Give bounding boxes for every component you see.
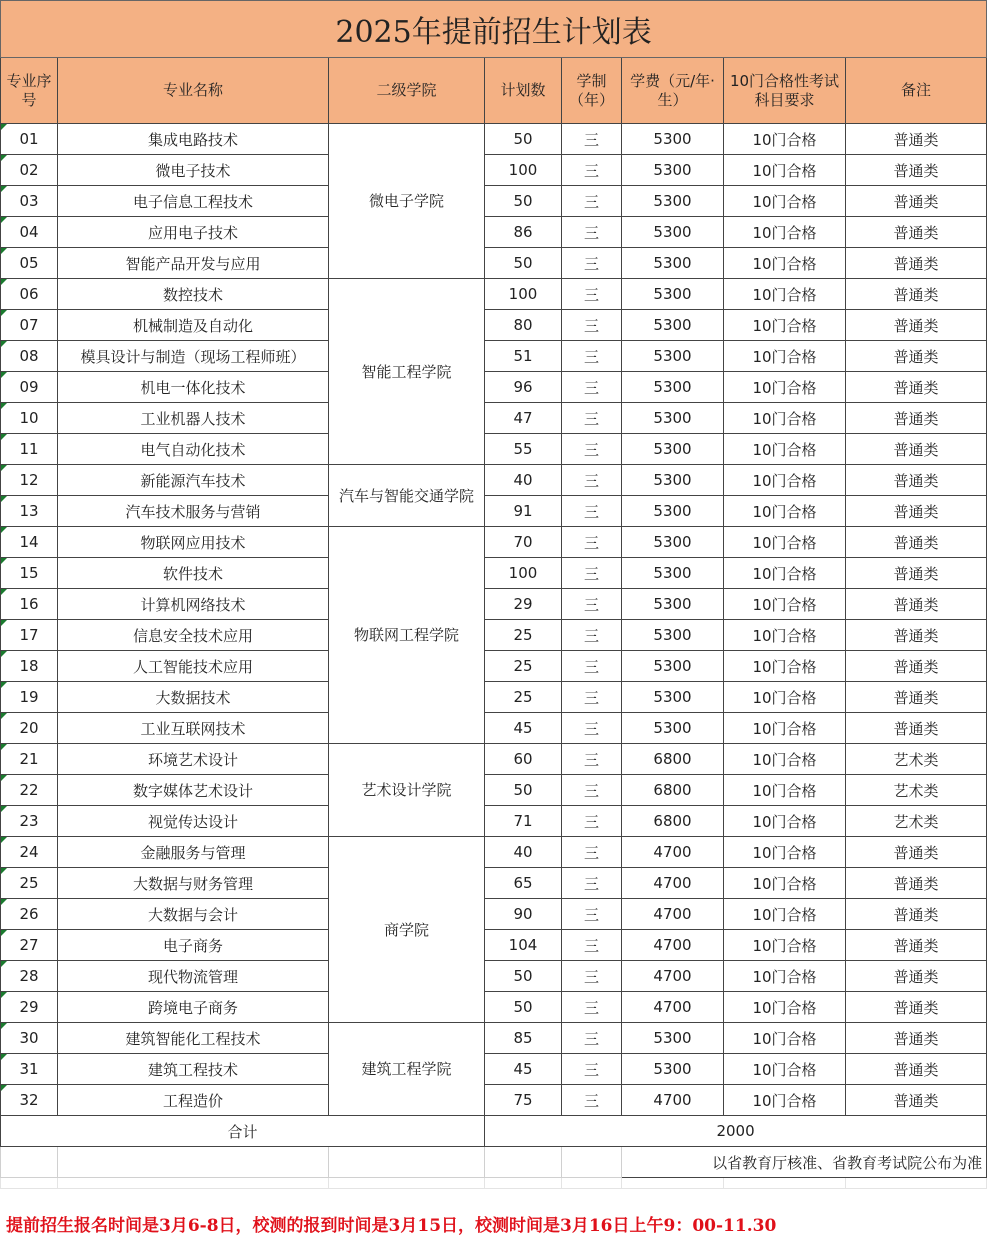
cell-requirement[interactable]: 10门合格 — [724, 1054, 846, 1085]
header-tuition[interactable]: 学费（元/年·生） — [622, 58, 724, 124]
cell-college[interactable]: 智能工程学院 — [329, 279, 485, 465]
cell-quota[interactable]: 55 — [485, 434, 562, 465]
cell-seq[interactable]: 23 — [1, 806, 58, 837]
empty-cell[interactable] — [1, 1147, 58, 1178]
header-requirement[interactable]: 10门合格性考试科目要求 — [724, 58, 846, 124]
cell-major-name[interactable]: 建筑工程技术 — [58, 1054, 329, 1085]
table-row — [1, 713, 987, 744]
cell-seq[interactable]: 15 — [1, 558, 58, 589]
cell-remark[interactable]: 艺术类 — [846, 775, 987, 806]
header-quota[interactable]: 计划数 — [485, 58, 562, 124]
cell-requirement[interactable]: 10门合格 — [724, 248, 846, 279]
cell-seq[interactable]: 18 — [1, 651, 58, 682]
note-row — [1, 1147, 987, 1178]
cell-tuition[interactable]: 5300 — [622, 1023, 724, 1054]
header-duration[interactable]: 学制（年） — [562, 58, 622, 124]
cell-college[interactable]: 物联网工程学院 — [329, 527, 485, 744]
table-row — [1, 310, 987, 341]
table-row — [1, 961, 987, 992]
cell-duration[interactable]: 三 — [562, 1085, 622, 1116]
cell-quota[interactable]: 60 — [485, 744, 562, 775]
title-row — [1, 1, 987, 58]
cell-remark[interactable]: 普通类 — [846, 279, 987, 310]
cell-major-name[interactable]: 建筑智能化工程技术 — [58, 1023, 329, 1054]
cell-remark[interactable]: 普通类 — [846, 465, 987, 496]
empty-cell[interactable] — [329, 1147, 485, 1178]
empty-cell[interactable] — [485, 1147, 562, 1178]
cell-major-name[interactable]: 工程造价 — [58, 1085, 329, 1116]
cell-requirement[interactable]: 10门合格 — [724, 310, 846, 341]
cell-tuition[interactable]: 5300 — [622, 155, 724, 186]
table-row — [1, 186, 987, 217]
cell-duration[interactable]: 三 — [562, 651, 622, 682]
cell-tuition[interactable]: 5300 — [622, 248, 724, 279]
cell-duration[interactable]: 三 — [562, 527, 622, 558]
cell-seq[interactable]: 01 — [1, 124, 58, 155]
cell-tuition[interactable]: 5300 — [622, 1054, 724, 1085]
cell-duration[interactable]: 三 — [562, 930, 622, 961]
cell-remark[interactable]: 普通类 — [846, 682, 987, 713]
cell-tuition[interactable]: 5300 — [622, 620, 724, 651]
cell-duration[interactable]: 三 — [562, 465, 622, 496]
cell-quota[interactable]: 25 — [485, 682, 562, 713]
cell-duration[interactable]: 三 — [562, 589, 622, 620]
cell-seq[interactable]: 03 — [1, 186, 58, 217]
table-row — [1, 496, 987, 527]
cell-seq[interactable]: 06 — [1, 279, 58, 310]
cell-major-name[interactable]: 应用电子技术 — [58, 217, 329, 248]
cell-college[interactable]: 商学院 — [329, 837, 485, 1023]
cell-remark[interactable]: 普通类 — [846, 248, 987, 279]
cell-tuition[interactable]: 4700 — [622, 899, 724, 930]
cell-major-name[interactable]: 大数据技术 — [58, 682, 329, 713]
cell-duration[interactable]: 三 — [562, 899, 622, 930]
total-value[interactable]: 2000 — [485, 1116, 987, 1147]
cell-quota[interactable]: 71 — [485, 806, 562, 837]
cell-seq[interactable]: 10 — [1, 403, 58, 434]
cell-requirement[interactable]: 10门合格 — [724, 806, 846, 837]
cell-requirement[interactable]: 10门合格 — [724, 682, 846, 713]
cell-quota[interactable]: 45 — [485, 1054, 562, 1085]
cell-remark[interactable]: 普通类 — [846, 155, 987, 186]
cell-quota[interactable]: 86 — [485, 217, 562, 248]
cell-duration[interactable]: 三 — [562, 620, 622, 651]
cell-quota[interactable]: 40 — [485, 465, 562, 496]
cell-quota[interactable]: 25 — [485, 620, 562, 651]
empty-cell[interactable] — [724, 1178, 846, 1189]
cell-requirement[interactable]: 10门合格 — [724, 124, 846, 155]
table-row — [1, 1054, 987, 1085]
cell-requirement[interactable]: 10门合格 — [724, 372, 846, 403]
cell-tuition[interactable]: 5300 — [622, 527, 724, 558]
cell-remark[interactable]: 普通类 — [846, 186, 987, 217]
cell-major-name[interactable]: 智能产品开发与应用 — [58, 248, 329, 279]
cell-requirement[interactable]: 10门合格 — [724, 930, 846, 961]
cell-major-name[interactable]: 工业互联网技术 — [58, 713, 329, 744]
cell-quota[interactable]: 50 — [485, 124, 562, 155]
cell-quota[interactable]: 100 — [485, 155, 562, 186]
empty-cell[interactable] — [846, 1178, 987, 1189]
cell-major-name[interactable]: 电子信息工程技术 — [58, 186, 329, 217]
cell-requirement[interactable]: 10门合格 — [724, 620, 846, 651]
cell-duration[interactable]: 三 — [562, 1054, 622, 1085]
cell-duration[interactable]: 三 — [562, 372, 622, 403]
cell-major-name[interactable]: 新能源汽车技术 — [58, 465, 329, 496]
cell-major-name[interactable]: 现代物流管理 — [58, 961, 329, 992]
cell-requirement[interactable]: 10门合格 — [724, 992, 846, 1023]
cell-remark[interactable]: 普通类 — [846, 837, 987, 868]
cell-remark[interactable]: 普通类 — [846, 1023, 987, 1054]
table-row — [1, 651, 987, 682]
cell-tuition[interactable]: 6800 — [622, 775, 724, 806]
cell-tuition[interactable]: 5300 — [622, 341, 724, 372]
cell-requirement[interactable]: 10门合格 — [724, 527, 846, 558]
cell-major-name[interactable]: 模具设计与制造（现场工程师班） — [58, 341, 329, 372]
cell-quota[interactable]: 50 — [485, 775, 562, 806]
cell-tuition[interactable]: 5300 — [622, 279, 724, 310]
total-label[interactable]: 合计 — [1, 1116, 485, 1147]
cell-remark[interactable]: 艺术类 — [846, 806, 987, 837]
cell-major-name[interactable]: 数控技术 — [58, 279, 329, 310]
cell-quota[interactable]: 47 — [485, 403, 562, 434]
cell-remark[interactable]: 普通类 — [846, 527, 987, 558]
cell-quota[interactable]: 100 — [485, 279, 562, 310]
cell-tuition[interactable]: 5300 — [622, 682, 724, 713]
header-remark[interactable]: 备注 — [846, 58, 987, 124]
cell-duration[interactable]: 三 — [562, 496, 622, 527]
cell-quota[interactable]: 50 — [485, 961, 562, 992]
cell-seq[interactable]: 32 — [1, 1085, 58, 1116]
cell-requirement[interactable]: 10门合格 — [724, 465, 846, 496]
cell-tuition[interactable]: 5300 — [622, 496, 724, 527]
cell-quota[interactable]: 96 — [485, 372, 562, 403]
cell-duration[interactable]: 三 — [562, 713, 622, 744]
cell-major-name[interactable]: 物联网应用技术 — [58, 527, 329, 558]
cell-major-name[interactable]: 工业机器人技术 — [58, 403, 329, 434]
cell-major-name[interactable]: 视觉传达设计 — [58, 806, 329, 837]
cell-remark[interactable]: 普通类 — [846, 1054, 987, 1085]
table-row — [1, 124, 987, 155]
cell-seq[interactable]: 24 — [1, 837, 58, 868]
cell-tuition[interactable]: 5300 — [622, 403, 724, 434]
cell-quota[interactable]: 80 — [485, 310, 562, 341]
cell-seq[interactable]: 31 — [1, 1054, 58, 1085]
cell-tuition[interactable]: 4700 — [622, 961, 724, 992]
header-seq[interactable]: 专业序号 — [1, 58, 58, 124]
cell-remark[interactable]: 普通类 — [846, 124, 987, 155]
cell-remark[interactable]: 普通类 — [846, 341, 987, 372]
cell-requirement[interactable]: 10门合格 — [724, 279, 846, 310]
footer-notice: 提前招生报名时间是3月6-8日，校测的报到时间是3月15日，校测时间是3月16日上午9：00-11.30 — [6, 1216, 777, 1236]
table-row — [1, 248, 987, 279]
cell-seq[interactable]: 12 — [1, 465, 58, 496]
cell-quota[interactable]: 70 — [485, 527, 562, 558]
cell-seq[interactable]: 11 — [1, 434, 58, 465]
cell-college[interactable]: 建筑工程学院 — [329, 1023, 485, 1116]
empty-cell[interactable] — [562, 1147, 622, 1178]
empty-cell[interactable] — [562, 1178, 622, 1189]
table-row — [1, 558, 987, 589]
cell-requirement[interactable]: 10门合格 — [724, 217, 846, 248]
cell-seq[interactable]: 04 — [1, 217, 58, 248]
cell-quota[interactable]: 50 — [485, 186, 562, 217]
table-row — [1, 1085, 987, 1116]
table-row — [1, 775, 987, 806]
cell-requirement[interactable]: 10门合格 — [724, 155, 846, 186]
cell-seq[interactable]: 09 — [1, 372, 58, 403]
cell-duration[interactable]: 三 — [562, 744, 622, 775]
cell-requirement[interactable]: 10门合格 — [724, 651, 846, 682]
cell-remark[interactable]: 普通类 — [846, 403, 987, 434]
cell-major-name[interactable]: 微电子技术 — [58, 155, 329, 186]
cell-quota[interactable]: 50 — [485, 992, 562, 1023]
table-row — [1, 279, 987, 310]
table-row — [1, 527, 987, 558]
cell-major-name[interactable]: 电子商务 — [58, 930, 329, 961]
header-college[interactable]: 二级学院 — [329, 58, 485, 124]
cell-remark[interactable]: 普通类 — [846, 217, 987, 248]
cell-duration[interactable]: 三 — [562, 248, 622, 279]
table-row — [1, 589, 987, 620]
cell-duration[interactable]: 三 — [562, 434, 622, 465]
cell-seq[interactable]: 14 — [1, 527, 58, 558]
cell-major-name[interactable]: 软件技术 — [58, 558, 329, 589]
cell-tuition[interactable]: 4700 — [622, 837, 724, 868]
cell-requirement[interactable]: 10门合格 — [724, 403, 846, 434]
table-row — [1, 744, 987, 775]
table-row — [1, 899, 987, 930]
table-row — [1, 837, 987, 868]
cell-major-name[interactable]: 计算机网络技术 — [58, 589, 329, 620]
cell-major-name[interactable]: 汽车技术服务与营销 — [58, 496, 329, 527]
cell-major-name[interactable]: 大数据与财务管理 — [58, 868, 329, 899]
cell-major-name[interactable]: 金融服务与管理 — [58, 837, 329, 868]
cell-quota[interactable]: 90 — [485, 899, 562, 930]
cell-tuition[interactable]: 5300 — [622, 372, 724, 403]
cell-seq[interactable]: 02 — [1, 155, 58, 186]
cell-duration[interactable]: 三 — [562, 992, 622, 1023]
table-row — [1, 620, 987, 651]
cell-remark[interactable]: 普通类 — [846, 372, 987, 403]
cell-tuition[interactable]: 5300 — [622, 589, 724, 620]
cell-seq[interactable]: 25 — [1, 868, 58, 899]
table-row — [1, 341, 987, 372]
cell-tuition[interactable]: 4700 — [622, 930, 724, 961]
cell-duration[interactable]: 三 — [562, 837, 622, 868]
cell-seq[interactable]: 07 — [1, 310, 58, 341]
cell-remark[interactable]: 普通类 — [846, 589, 987, 620]
empty-cell[interactable] — [1, 1178, 58, 1189]
cell-duration[interactable]: 三 — [562, 775, 622, 806]
cell-duration[interactable]: 三 — [562, 961, 622, 992]
cell-tuition[interactable]: 5300 — [622, 465, 724, 496]
empty-cell[interactable] — [485, 1178, 562, 1189]
cell-tuition[interactable]: 5300 — [622, 651, 724, 682]
cell-requirement[interactable]: 10门合格 — [724, 744, 846, 775]
cell-seq[interactable]: 05 — [1, 248, 58, 279]
cell-college[interactable]: 汽车与智能交通学院 — [329, 465, 485, 527]
cell-major-name[interactable]: 电气自动化技术 — [58, 434, 329, 465]
cell-major-name[interactable]: 大数据与会计 — [58, 899, 329, 930]
cell-tuition[interactable]: 5300 — [622, 124, 724, 155]
table-row — [1, 372, 987, 403]
cell-remark[interactable]: 普通类 — [846, 310, 987, 341]
cell-tuition[interactable]: 6800 — [622, 806, 724, 837]
cell-college[interactable]: 微电子学院 — [329, 124, 485, 279]
cell-duration[interactable]: 三 — [562, 186, 622, 217]
cell-seq[interactable]: 16 — [1, 589, 58, 620]
cell-duration[interactable]: 三 — [562, 341, 622, 372]
cell-duration[interactable]: 三 — [562, 806, 622, 837]
cell-remark[interactable]: 普通类 — [846, 434, 987, 465]
cell-requirement[interactable]: 10门合格 — [724, 961, 846, 992]
cell-tuition[interactable]: 5300 — [622, 434, 724, 465]
cell-tuition[interactable]: 5300 — [622, 558, 724, 589]
empty-cell[interactable] — [329, 1178, 485, 1189]
table-row — [1, 217, 987, 248]
cell-duration[interactable]: 三 — [562, 217, 622, 248]
cell-quota[interactable]: 29 — [485, 589, 562, 620]
cell-seq[interactable]: 21 — [1, 744, 58, 775]
cell-remark[interactable]: 普通类 — [846, 930, 987, 961]
cell-quota[interactable]: 75 — [485, 1085, 562, 1116]
cell-tuition[interactable]: 5300 — [622, 310, 724, 341]
cell-remark[interactable]: 普通类 — [846, 992, 987, 1023]
cell-quota[interactable]: 85 — [485, 1023, 562, 1054]
cell-requirement[interactable]: 10门合格 — [724, 1085, 846, 1116]
cell-requirement[interactable]: 10门合格 — [724, 837, 846, 868]
cell-major-name[interactable]: 集成电路技术 — [58, 124, 329, 155]
cell-requirement[interactable]: 10门合格 — [724, 558, 846, 589]
cell-tuition[interactable]: 6800 — [622, 744, 724, 775]
cell-tuition[interactable]: 4700 — [622, 992, 724, 1023]
cell-duration[interactable]: 三 — [562, 558, 622, 589]
table-row — [1, 868, 987, 899]
cell-requirement[interactable]: 10门合格 — [724, 868, 846, 899]
cell-seq[interactable]: 26 — [1, 899, 58, 930]
cell-remark[interactable]: 普通类 — [846, 899, 987, 930]
cell-requirement[interactable]: 10门合格 — [724, 1023, 846, 1054]
cell-seq[interactable]: 29 — [1, 992, 58, 1023]
cell-seq[interactable]: 27 — [1, 930, 58, 961]
cell-seq[interactable]: 20 — [1, 713, 58, 744]
cell-requirement[interactable]: 10门合格 — [724, 713, 846, 744]
cell-major-name[interactable]: 机电一体化技术 — [58, 372, 329, 403]
cell-quota[interactable]: 45 — [485, 713, 562, 744]
cell-requirement[interactable]: 10门合格 — [724, 186, 846, 217]
cell-major-name[interactable]: 信息安全技术应用 — [58, 620, 329, 651]
cell-remark[interactable]: 普通类 — [846, 620, 987, 651]
cell-quota[interactable]: 50 — [485, 248, 562, 279]
cell-remark[interactable]: 普通类 — [846, 651, 987, 682]
cell-quota[interactable]: 104 — [485, 930, 562, 961]
cell-seq[interactable]: 22 — [1, 775, 58, 806]
table-row — [1, 682, 987, 713]
table-row — [1, 434, 987, 465]
table-row — [1, 930, 987, 961]
cell-quota[interactable]: 40 — [485, 837, 562, 868]
cell-duration[interactable]: 三 — [562, 1023, 622, 1054]
cell-requirement[interactable]: 10门合格 — [724, 589, 846, 620]
cell-requirement[interactable]: 10门合格 — [724, 341, 846, 372]
cell-seq[interactable]: 17 — [1, 620, 58, 651]
cell-duration[interactable]: 三 — [562, 279, 622, 310]
header-major[interactable]: 专业名称 — [58, 58, 329, 124]
cell-quota[interactable]: 100 — [485, 558, 562, 589]
cell-seq[interactable]: 28 — [1, 961, 58, 992]
empty-cell[interactable] — [58, 1178, 329, 1189]
cell-remark[interactable]: 普通类 — [846, 1085, 987, 1116]
cell-duration[interactable]: 三 — [562, 310, 622, 341]
cell-remark[interactable]: 普通类 — [846, 961, 987, 992]
cell-tuition[interactable]: 5300 — [622, 186, 724, 217]
cell-major-name[interactable]: 人工智能技术应用 — [58, 651, 329, 682]
cell-major-name[interactable]: 数字媒体艺术设计 — [58, 775, 329, 806]
approval-note[interactable]: 以省教育厅核准、省教育考试院公布为准 — [622, 1147, 987, 1178]
cell-tuition[interactable]: 4700 — [622, 1085, 724, 1116]
cell-duration[interactable]: 三 — [562, 868, 622, 899]
cell-seq[interactable]: 30 — [1, 1023, 58, 1054]
cell-tuition[interactable]: 5300 — [622, 713, 724, 744]
cell-requirement[interactable]: 10门合格 — [724, 434, 846, 465]
cell-duration[interactable]: 三 — [562, 403, 622, 434]
cell-duration[interactable]: 三 — [562, 155, 622, 186]
cell-seq[interactable]: 19 — [1, 682, 58, 713]
cell-duration[interactable]: 三 — [562, 124, 622, 155]
cell-seq[interactable]: 13 — [1, 496, 58, 527]
table-row — [1, 992, 987, 1023]
cell-requirement[interactable]: 10门合格 — [724, 496, 846, 527]
cell-duration[interactable]: 三 — [562, 682, 622, 713]
cell-major-name[interactable]: 跨境电子商务 — [58, 992, 329, 1023]
cell-quota[interactable]: 51 — [485, 341, 562, 372]
cell-college[interactable]: 艺术设计学院 — [329, 744, 485, 837]
table-row — [1, 1023, 987, 1054]
cell-remark[interactable]: 普通类 — [846, 558, 987, 589]
table-row — [1, 806, 987, 837]
cell-major-name[interactable]: 机械制造及自动化 — [58, 310, 329, 341]
cell-tuition[interactable]: 5300 — [622, 217, 724, 248]
table-row — [1, 403, 987, 434]
cell-quota[interactable]: 91 — [485, 496, 562, 527]
table-row — [1, 465, 987, 496]
sheet-title: 2025年提前招生计划表 — [1, 1, 987, 58]
cell-remark[interactable]: 普通类 — [846, 868, 987, 899]
cell-requirement[interactable]: 10门合格 — [724, 775, 846, 806]
cell-quota[interactable]: 25 — [485, 651, 562, 682]
cell-quota[interactable]: 65 — [485, 868, 562, 899]
cell-remark[interactable]: 普通类 — [846, 713, 987, 744]
cell-tuition[interactable]: 4700 — [622, 868, 724, 899]
total-row — [1, 1116, 987, 1147]
header-row — [1, 58, 987, 124]
cell-remark[interactable]: 普通类 — [846, 496, 987, 527]
cell-major-name[interactable]: 环境艺术设计 — [58, 744, 329, 775]
cell-seq[interactable]: 08 — [1, 341, 58, 372]
blank-row — [1, 1178, 987, 1189]
table-row — [1, 155, 987, 186]
empty-cell[interactable] — [58, 1147, 329, 1178]
empty-cell[interactable] — [622, 1178, 724, 1189]
cell-requirement[interactable]: 10门合格 — [724, 899, 846, 930]
cell-remark[interactable]: 艺术类 — [846, 744, 987, 775]
